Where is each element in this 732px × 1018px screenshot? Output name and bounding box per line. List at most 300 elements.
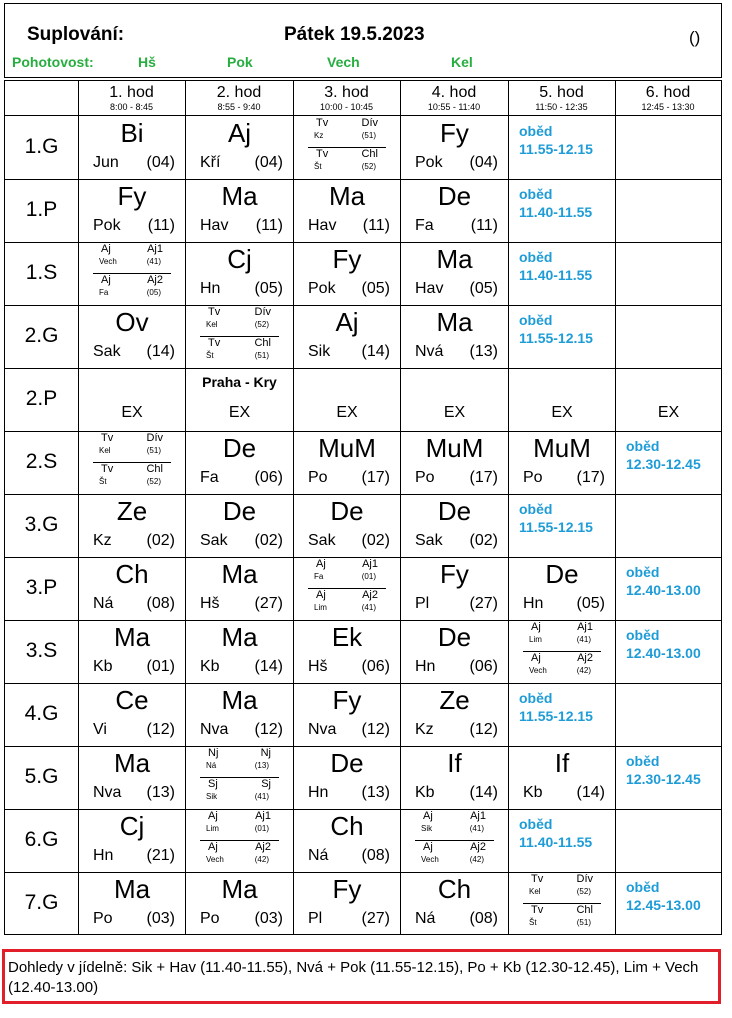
class-row [5, 872, 721, 934]
class-row [5, 116, 721, 178]
period-label: 4. hod [431, 84, 477, 101]
class-row [5, 431, 721, 493]
subject: Cj [227, 244, 252, 274]
class-label: 2.G [24, 324, 59, 347]
lesson-cell [509, 494, 615, 556]
lunch-label: oběd [626, 438, 660, 454]
split-lesson [79, 242, 185, 304]
lesson-cell [401, 872, 508, 934]
teacher: Sak [200, 532, 228, 549]
room: (13) [361, 784, 390, 801]
lesson-cell [79, 809, 185, 871]
lesson-cell [616, 683, 721, 745]
header-panel [4, 3, 722, 78]
excursion-mark: EX [336, 404, 358, 421]
subject: Ma [328, 181, 366, 211]
lunch-label: oběd [519, 123, 553, 139]
subject: Ma [221, 874, 258, 904]
subject: Fy [332, 874, 362, 904]
group-room: (01) [254, 824, 269, 833]
teacher: Hn [308, 784, 329, 801]
group-room: (51) [254, 351, 269, 360]
subject: De [330, 748, 364, 778]
class-label: 5.G [24, 765, 59, 788]
lunch-label: oběd [519, 312, 553, 328]
lesson-cell [186, 683, 293, 745]
room: (14) [361, 343, 390, 360]
teacher: Ná [93, 595, 114, 612]
lesson-cell [509, 620, 615, 682]
room: (14) [146, 343, 175, 360]
group-subject: Tv [208, 306, 221, 318]
subject: MuM [425, 433, 484, 463]
supervision-note: Dohledy v jídelně: Sik + Hav (11.40-11.55), Nvá + Pok (11.55-12.15), Po + Kb (12.30-12.45), Lim + Vech (12.40-13.00) [2, 949, 721, 1004]
room: (27) [469, 595, 498, 612]
subject: Ma [113, 748, 151, 778]
class-row [5, 746, 721, 808]
lunch-break [626, 437, 701, 473]
room: (06) [254, 469, 283, 486]
group-lesson [294, 588, 400, 619]
lunch-break [626, 752, 701, 788]
teacher: Sak [415, 532, 443, 549]
group-name: Chl [254, 337, 271, 349]
group-subject: Aj [101, 243, 111, 255]
group-lesson [401, 840, 508, 871]
lesson-cell [294, 494, 400, 556]
class-row [5, 305, 721, 367]
subject: Ch [437, 874, 472, 904]
group-subject: Aj [531, 621, 541, 633]
room: (05) [576, 595, 605, 612]
group-lesson [186, 777, 293, 808]
header-paren: () [689, 28, 701, 47]
lesson-cell [401, 494, 508, 556]
lunch-time: 12.45-13.00 [626, 897, 701, 913]
lesson-cell [79, 620, 185, 682]
lesson-cell [401, 746, 508, 808]
teacher: Sik [308, 343, 331, 360]
lunch-break [626, 878, 701, 914]
group-teacher: Kz [314, 131, 324, 140]
subject: De [330, 496, 364, 526]
split-divider [200, 840, 279, 841]
group-name: Aj2 [470, 841, 486, 853]
subject: Fy [440, 118, 469, 148]
lunch-time: 11.40-11.55 [519, 267, 593, 283]
group-teacher: Vech [99, 257, 117, 266]
lesson-cell [186, 116, 293, 178]
teacher: Fa [415, 217, 434, 234]
group-teacher: Sik [421, 824, 433, 833]
period-header [185, 81, 293, 115]
group-subject: Aj [423, 841, 433, 853]
lunch-time: 12.40-13.00 [626, 645, 701, 661]
excursion-mark: EX [657, 404, 680, 421]
lunch-time: 12.30-12.45 [626, 771, 701, 787]
lesson-cell [294, 809, 400, 871]
group-subject: Aj [316, 589, 326, 601]
excursion-note: Praha - Kry [202, 374, 277, 390]
group-lesson [79, 462, 185, 493]
subject: Ze [439, 685, 470, 715]
room: (11) [147, 217, 175, 234]
split-lesson [294, 557, 400, 619]
room: (14) [254, 658, 283, 675]
teacher: Vi [93, 721, 107, 738]
subject: Fy [440, 559, 469, 589]
lesson-cell [616, 620, 721, 682]
lesson-cell [401, 683, 508, 745]
teacher: Kz [93, 532, 112, 549]
group-teacher: Lim [314, 603, 327, 612]
lesson-cell [294, 368, 400, 430]
lunch-label: oběd [626, 627, 660, 643]
group-room: (41) [146, 257, 161, 266]
teacher: Hš [200, 595, 220, 612]
subject: Ma [436, 244, 473, 274]
group-teacher: Št [206, 351, 214, 360]
group-subject: Aj [208, 841, 218, 853]
page-title: Suplování: [27, 24, 125, 45]
group-lesson [186, 746, 293, 777]
group-subject: Aj [531, 652, 541, 664]
subject: Aj [335, 307, 359, 337]
teacher: Hn [200, 280, 221, 297]
group-room: (42) [469, 855, 484, 864]
split-lesson [401, 809, 508, 871]
room: (04) [146, 154, 175, 171]
lesson-cell [294, 242, 400, 304]
lunch-time: 11.55-12.15 [519, 708, 593, 724]
room: (14) [469, 784, 498, 801]
group-room: (41) [361, 603, 376, 612]
group-room: (41) [254, 792, 269, 801]
group-subject: Tv [208, 337, 221, 349]
teacher: Kb [415, 784, 435, 801]
group-name: Aj1 [147, 243, 163, 255]
subject: Ze [116, 496, 148, 526]
group-subject: Nj [208, 747, 219, 759]
teacher: Po [415, 469, 435, 486]
split-divider [93, 462, 171, 463]
lesson-cell [401, 620, 508, 682]
teacher: Ná [415, 910, 436, 927]
split-lesson [186, 305, 293, 367]
lunch-label: oběd [519, 690, 553, 706]
lesson-cell [509, 116, 615, 178]
room: (03) [254, 910, 283, 927]
lunch-label: oběd [519, 816, 553, 832]
period-label: 1. hod [109, 84, 154, 101]
lunch-break [519, 815, 592, 851]
lesson-cell [509, 179, 615, 241]
teacher: Pok [415, 154, 443, 171]
lesson-cell [79, 305, 185, 367]
group-subject: Aj [316, 558, 326, 570]
room: (12) [254, 721, 283, 738]
lesson-cell [509, 809, 615, 871]
group-name: Dív [576, 873, 593, 885]
subject: De [222, 496, 257, 526]
lesson-cell [79, 116, 185, 178]
subject: Ce [115, 685, 149, 715]
group-room: (42) [576, 666, 591, 675]
teacher: Hav [200, 217, 229, 234]
group-teacher: Fa [314, 572, 324, 581]
lesson-cell [294, 872, 400, 934]
group-subject: Aj [101, 274, 111, 286]
group-lesson [79, 431, 185, 462]
group-name: Nj [260, 747, 271, 759]
room: (12) [361, 721, 390, 738]
group-name: Aj2 [577, 652, 593, 664]
split-divider [308, 147, 386, 148]
subject: Ma [221, 685, 258, 715]
group-subject: Tv [531, 873, 544, 885]
pohotovost-name: Kel [451, 54, 473, 70]
teacher: Nva [308, 721, 337, 738]
lesson-cell [509, 872, 615, 934]
lesson-cell [294, 305, 400, 367]
teacher: Sak [93, 343, 121, 360]
class-label: 6.G [24, 828, 59, 851]
lunch-time: 11.40-11.55 [519, 834, 593, 850]
lunch-label: oběd [519, 249, 553, 265]
lesson-cell [401, 431, 508, 493]
subject: De [437, 622, 472, 652]
lunch-break [519, 122, 593, 158]
room: (17) [576, 469, 605, 486]
lesson-cell [509, 431, 615, 493]
teacher: Hav [308, 217, 337, 234]
pohotovost-name: Pok [227, 54, 253, 70]
group-room: (51) [146, 446, 161, 455]
subject: Ek [331, 622, 363, 652]
lesson-cell [186, 746, 293, 808]
lesson-cell [401, 116, 508, 178]
teacher: Hn [93, 847, 114, 864]
teacher: Kb [200, 658, 220, 675]
class-row [5, 242, 721, 304]
teacher: Ná [308, 847, 329, 864]
lunch-label: oběd [519, 186, 553, 202]
class-label: 3.P [25, 576, 58, 599]
lesson-cell [616, 809, 721, 871]
lesson-cell [616, 368, 721, 430]
lesson-cell [616, 431, 721, 493]
group-teacher: Kel [529, 887, 541, 896]
excursion-mark: EX [443, 404, 466, 421]
room: (02) [361, 532, 390, 549]
room: (06) [469, 658, 498, 675]
period-label: 6. hod [645, 84, 691, 101]
room: (14) [576, 784, 605, 801]
group-lesson [186, 809, 293, 840]
group-name: Aj1 [470, 810, 486, 822]
group-room: (42) [254, 855, 269, 864]
teacher: Hn [415, 658, 436, 675]
split-divider [523, 651, 601, 652]
teacher: Nva [93, 784, 122, 801]
class-label: 2.S [25, 450, 58, 473]
class-label: 1.G [24, 135, 59, 158]
lesson-cell [79, 746, 185, 808]
group-name: Aj1 [577, 621, 593, 633]
lunch-time: 11.40-11.55 [519, 204, 593, 220]
group-room: (52) [254, 320, 269, 329]
period-header [615, 81, 721, 115]
lesson-cell [294, 557, 400, 619]
group-teacher: Lim [529, 635, 542, 644]
group-name: Aj2 [147, 274, 163, 286]
period-label: 2. hod [216, 84, 262, 101]
split-lesson [294, 116, 400, 178]
lesson-cell [79, 431, 185, 493]
room: (05) [469, 280, 498, 297]
split-divider [523, 903, 601, 904]
lesson-cell [616, 746, 721, 808]
lesson-cell [186, 305, 293, 367]
period-header [508, 81, 615, 115]
period-time: 8:00 - 8:45 [109, 102, 154, 112]
group-lesson [509, 872, 615, 903]
teacher: Pok [308, 280, 336, 297]
class-row [5, 620, 721, 682]
lunch-time: 11.55-12.15 [519, 519, 593, 535]
lesson-cell [186, 557, 293, 619]
lunch-time: 11.55-12.15 [519, 141, 593, 157]
subject: Fy [332, 244, 362, 274]
lesson-cell [79, 872, 185, 934]
group-teacher: Lim [206, 824, 219, 833]
split-lesson [79, 431, 185, 493]
group-lesson [186, 336, 293, 367]
subject: MuM [318, 433, 376, 463]
group-teacher: Kel [99, 446, 111, 455]
period-label: 5. hod [539, 84, 584, 101]
teacher: Fa [200, 469, 219, 486]
period-time: 10:55 - 11:40 [427, 102, 481, 112]
group-lesson [294, 557, 400, 588]
class-row [5, 494, 721, 556]
group-name: Chl [361, 148, 378, 160]
room: (04) [254, 154, 283, 171]
period-time: 10:00 - 10:45 [319, 102, 374, 112]
group-name: Sj [261, 778, 271, 790]
lesson-cell [509, 557, 615, 619]
group-teacher: Vech [421, 855, 439, 864]
group-room: (51) [361, 131, 376, 140]
lunch-break [519, 185, 592, 221]
group-name: Dív [146, 432, 163, 444]
group-lesson [294, 147, 400, 178]
room: (11) [362, 217, 390, 234]
lesson-cell [186, 620, 293, 682]
teacher: Kří [200, 154, 221, 171]
teacher: Pok [93, 217, 121, 234]
teacher: Hš [308, 658, 328, 675]
lesson-cell [186, 368, 293, 430]
room: (13) [146, 784, 175, 801]
room: (08) [469, 910, 498, 927]
lesson-cell [186, 809, 293, 871]
room: (02) [146, 532, 175, 549]
pohotovost-name: Vech [327, 54, 360, 70]
subject: Ov [115, 307, 149, 337]
room: (13) [469, 343, 498, 360]
group-room: (01) [361, 572, 376, 581]
lesson-cell [186, 242, 293, 304]
subject: Fy [117, 181, 147, 211]
group-subject: Tv [101, 463, 114, 475]
lesson-cell [616, 557, 721, 619]
pohotovost-label: Pohotovost: [12, 54, 94, 70]
group-lesson [509, 903, 615, 934]
subject: Ma [221, 559, 258, 589]
subject: Bi [120, 118, 144, 148]
lesson-cell [79, 683, 185, 745]
teacher: Po [523, 469, 543, 486]
group-subject: Tv [101, 432, 114, 444]
group-lesson [79, 242, 185, 273]
lunch-label: oběd [626, 564, 660, 580]
teacher: Po [93, 910, 113, 927]
group-subject: Aj [423, 810, 433, 822]
lesson-cell [616, 116, 721, 178]
class-label: 1.P [25, 198, 58, 221]
group-room: (52) [146, 477, 161, 486]
room: (02) [469, 532, 498, 549]
subject: De [545, 559, 579, 589]
teacher: Pl [308, 910, 323, 927]
group-name: Dív [254, 306, 271, 318]
subject: Ch [330, 811, 364, 841]
room: (06) [361, 658, 390, 675]
lesson-cell [294, 179, 400, 241]
lesson-cell [79, 494, 185, 556]
class-label: 1.S [25, 261, 58, 284]
lunch-label: oběd [519, 501, 553, 517]
lesson-cell [294, 431, 400, 493]
room: (03) [146, 910, 175, 927]
lesson-cell [509, 242, 615, 304]
lesson-cell [79, 368, 185, 430]
group-teacher: Vech [206, 855, 224, 864]
lunch-break [519, 500, 593, 536]
group-room: (52) [361, 162, 376, 171]
lesson-cell [401, 557, 508, 619]
lesson-cell [186, 872, 293, 934]
room: (17) [361, 469, 390, 486]
subject: Ch [115, 559, 149, 589]
group-teacher: Sik [206, 792, 218, 801]
group-teacher: Št [314, 162, 322, 171]
room: (08) [146, 595, 175, 612]
room: (11) [470, 217, 498, 234]
subject: If [554, 748, 570, 778]
group-teacher: Kel [206, 320, 218, 329]
lesson-cell [401, 179, 508, 241]
subject: De [437, 496, 472, 526]
room: (02) [254, 532, 283, 549]
group-lesson [186, 305, 293, 336]
lunch-time: 12.40-13.00 [626, 582, 701, 598]
lesson-cell [294, 620, 400, 682]
subject: Fy [332, 685, 362, 715]
subject: Ma [436, 307, 473, 337]
group-name: Chl [576, 904, 593, 916]
